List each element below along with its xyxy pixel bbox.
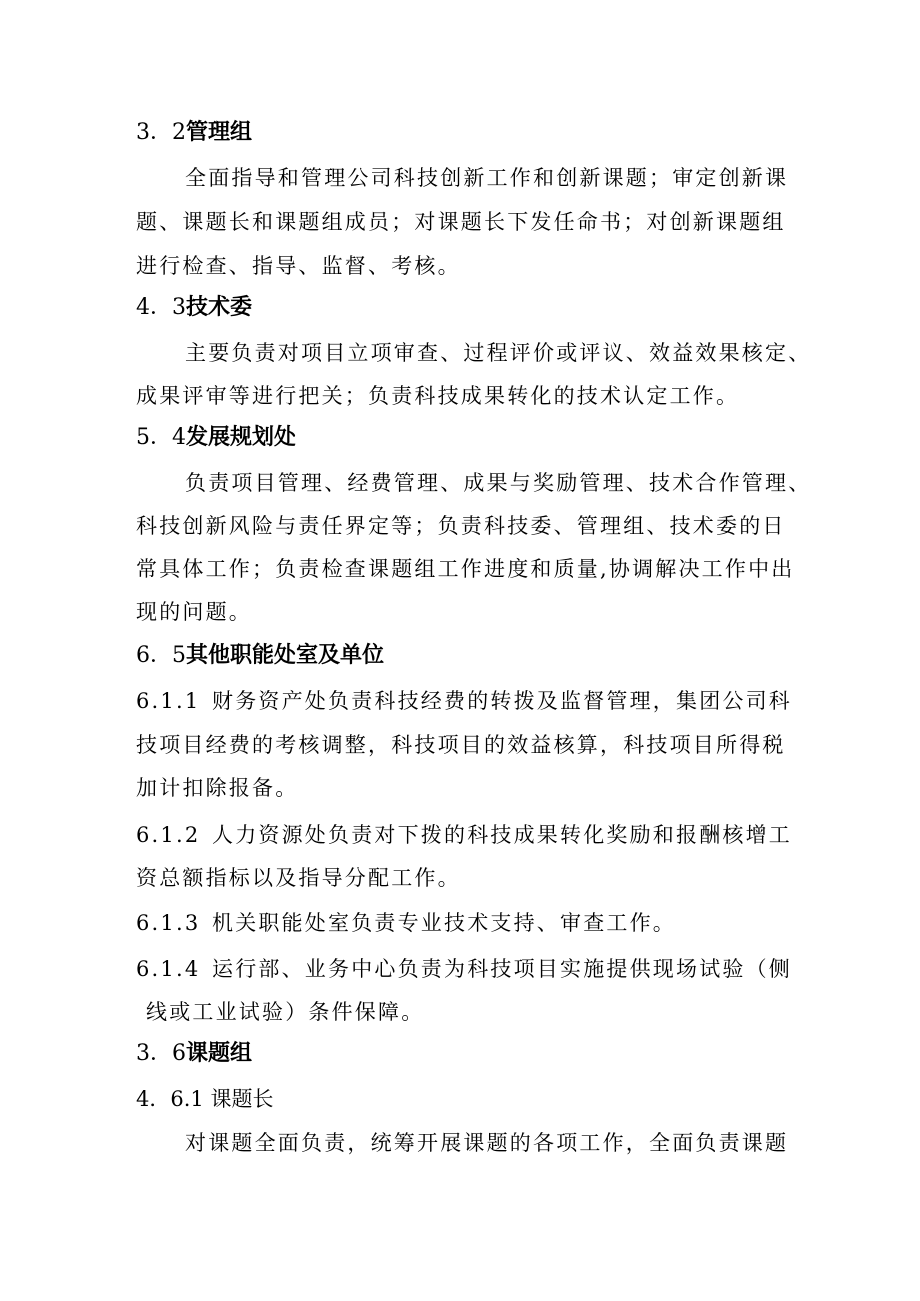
paragraph-line: 成果评审等进行把关；负责科技成果转化的技术认定工作。 (136, 384, 740, 408)
paragraph-line: 加计扣除报备。 (136, 776, 299, 800)
section-heading: 6．5其他职能处室及单位 (136, 643, 385, 668)
section-heading: 5．4发展规划处 (136, 425, 297, 450)
paragraph-line: 常具体工作；负责检查课题组工作进度和质量,协调解决工作中出 (136, 557, 795, 581)
subsection-heading: 4．6.1 课题长 (136, 1087, 274, 1111)
section-heading: 3．6课题组 (136, 1041, 253, 1066)
paragraph-line: 技项目经费的考核调整，科技项目的效益核算，科技项目所得税 (136, 733, 786, 757)
clause-number: 6.1.2 (136, 823, 201, 847)
clause-line: 6.1.3 机关职能处室负责专业技术支持、审查工作。 (136, 911, 676, 935)
paragraph-line: 对课题全面负责，统筹开展课题的各项工作，全面负责课题 (185, 1131, 789, 1155)
paragraph-line: 全面指导和管理公司科技创新工作和创新课题；审定创新课 (185, 166, 789, 190)
clause-number: 6.1.1 (136, 689, 201, 713)
clause-number: 6.1.3 (136, 911, 201, 935)
paragraph-line: 负责项目管理、经费管理、成果与奖励管理、技术合作管理、 (185, 471, 812, 495)
paragraph-line: 进行检查、指导、监督、考核。 (136, 254, 461, 278)
paragraph-line: 线或工业试验）条件保障。 (146, 1000, 425, 1024)
clause-number: 6.1.4 (136, 957, 201, 981)
paragraph-line: 现的问题。 (136, 600, 252, 624)
clause-line: 6.1.4 运行部、业务中心负责为科技项目实施提供现场试验（侧 (136, 957, 792, 981)
paragraph-line: 主要负责对项目立项审查、过程评价或评议、效益效果核定、 (185, 341, 812, 365)
paragraph-line: 题、课题长和课题组成员；对课题长下发任命书；对创新课题组 (136, 210, 786, 234)
section-heading: 3．2管理组 (136, 120, 253, 145)
paragraph-line: 资总额指标以及指导分配工作。 (136, 866, 461, 890)
paragraph-line: 科技创新风险与责任界定等；负责科技委、管理组、技术委的日 (136, 514, 786, 538)
section-heading: 4．3技术委 (136, 295, 253, 320)
clause-line: 6.1.1 财务资产处负责科技经费的转拨及监督管理，集团公司科 (136, 689, 792, 713)
clause-line: 6.1.2 人力资源处负责对下拨的科技成果转化奖励和报酬核增工 (136, 823, 792, 847)
